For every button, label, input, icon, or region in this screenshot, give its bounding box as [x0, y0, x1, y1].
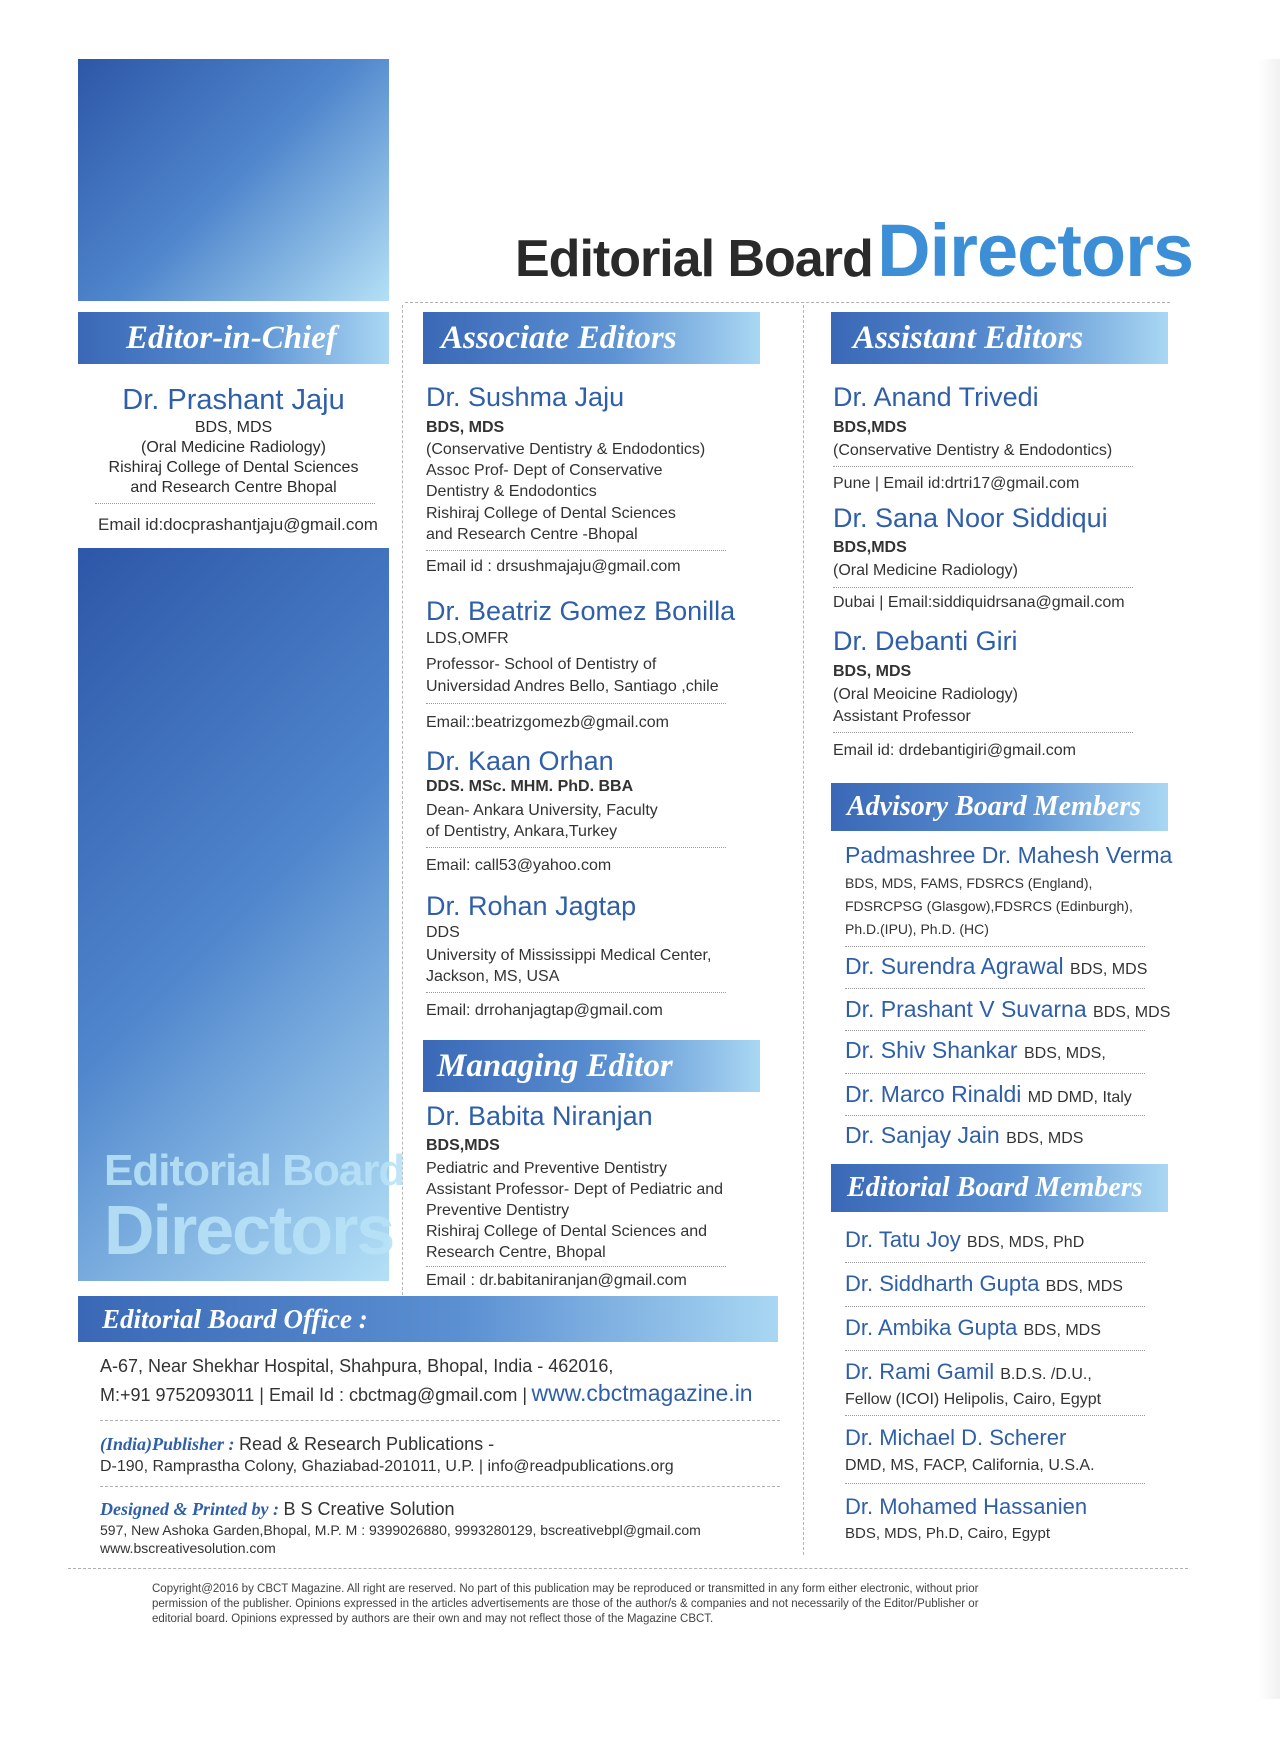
assistant-name-3: Dr. Debanti Giri	[833, 626, 1018, 656]
header-decor-block	[78, 59, 389, 301]
advisory-member-1-degree: BDS, MDS	[1070, 961, 1148, 978]
title-part1: Editorial Board	[515, 230, 873, 288]
divider	[845, 1030, 1145, 1031]
associate-line-1-2: Assoc Prof- Dept of Conservative	[426, 462, 663, 479]
divider	[845, 1306, 1145, 1307]
divider	[845, 1350, 1145, 1351]
divider	[845, 1415, 1145, 1416]
assistant-email-1: Pune | Email id:drtri17@gmail.com	[833, 475, 1080, 492]
designer-website[interactable]: www.bscreativesolution.com	[100, 1540, 276, 1556]
managing-line-5: Research Centre, Bhopal	[426, 1244, 606, 1261]
assistant-editors-heading: Assistant Editors	[831, 312, 1168, 364]
assistant-line-3-2: Assistant Professor	[833, 708, 971, 725]
divider	[833, 732, 1133, 733]
managing-editor-heading: Managing Editor	[423, 1040, 760, 1092]
editor-in-chief-email: Email id:docprashantjaju@gmail.com	[98, 515, 378, 534]
board-member-2	[845, 1271, 1123, 1297]
advisory-member-4-degree: MD DMD, Italy	[1027, 1089, 1132, 1106]
board-member-6	[845, 1494, 1087, 1520]
managing-line-4: Rishiraj College of Dental Sciences and	[426, 1223, 708, 1240]
divider	[845, 1262, 1145, 1263]
associate-email-1: Email id : drsushmajaju@gmail.com	[426, 558, 681, 575]
designer-address: 597, New Ashoka Garden,Bhopal, M.P. M : 9399026880, 9993280129, bscreativebpl@gmail.com	[100, 1522, 701, 1538]
associate-name-1: Dr. Sushma Jaju	[426, 382, 625, 412]
advisory-lead-line-2: FDSRCPSG (Glasgow),FDSRCS (Edinburgh),	[845, 898, 1133, 914]
board-member-4-line2: Fellow (ICOI) Helipolis, Cairo, Egypt	[845, 1391, 1102, 1408]
associate-line-1-1: (Conservative Dentistry & Endodontics)	[426, 441, 706, 458]
publisher-label: (India)Publisher :	[100, 1434, 235, 1454]
designer-line	[100, 1499, 455, 1520]
divider	[426, 992, 726, 993]
associate-degree-1: BDS, MDS	[426, 419, 505, 436]
advisory-member-2	[845, 996, 1170, 1023]
board-member-2-degree: BDS, MDS	[1045, 1278, 1123, 1295]
publisher-line	[100, 1434, 494, 1455]
managing-line-3: Preventive Dentistry	[426, 1202, 570, 1219]
divider	[426, 703, 726, 704]
divider	[845, 1115, 1145, 1116]
associate-degree-3: DDS. MSc. MHM. PhD. BBA	[426, 778, 634, 795]
advisory-board-heading: Advisory Board Members	[831, 783, 1168, 831]
editor-in-chief-inst2: and Research Centre Bhopal	[130, 479, 337, 496]
divider	[100, 1420, 780, 1421]
board-member-4	[845, 1359, 1092, 1385]
associate-line-2-2: Universidad Andres Bello, Santiago ,chile	[426, 678, 719, 695]
board-member-5-line2: DMD, MS, FACP, California, U.S.A.	[845, 1457, 1095, 1474]
publisher-address: D-190, Ramprastha Colony, Ghaziabad-201011, U.P. | info@readpublications.org	[100, 1458, 674, 1475]
assistant-line-2-1: (Oral Medicine Radiology)	[833, 562, 1018, 579]
office-contact-line	[100, 1380, 753, 1407]
side-panel-text-1: Editorial Board	[104, 1146, 405, 1195]
associate-line-1-4: Rishiraj College of Dental Sciences	[426, 505, 676, 522]
associate-line-4-2: Jackson, MS, USA	[426, 968, 560, 985]
copyright-line-2: permission of the publisher. Opinions expressed in the articles advertisements are those of the author/s & companies and not necessarily of the Editor/Publisher or	[152, 1598, 979, 1610]
advisory-member-2-name: Dr. Prashant V Suvarna	[845, 996, 1087, 1022]
managing-line-2: Assistant Professor- Dept of Pediatric and	[426, 1181, 724, 1198]
board-member-6-line2: BDS, MDS, Ph.D, Cairo, Egypt	[845, 1525, 1051, 1542]
board-member-5	[845, 1425, 1066, 1451]
divider	[100, 1486, 780, 1487]
associate-line-2-1: Professor- School of Dentistry of	[426, 656, 657, 673]
board-members-heading: Editorial Board Members	[831, 1164, 1168, 1212]
footer-rule	[68, 1568, 1188, 1569]
associate-name-4: Dr. Rohan Jagtap	[426, 891, 637, 921]
title-rule	[405, 302, 1170, 303]
associate-line-3-1: Dean- Ankara University, Faculty	[426, 802, 658, 819]
assistant-name-2: Dr. Sana Noor Siddiqui	[833, 503, 1108, 533]
advisory-lead-line-3: Ph.D.(IPU), Ph.D. (HC)	[845, 921, 989, 937]
advisory-member-5-degree: BDS, MDS	[1006, 1130, 1084, 1147]
board-member-1	[845, 1227, 1084, 1253]
divider	[845, 1073, 1145, 1074]
advisory-member-1-name: Dr. Surendra Agrawal	[845, 953, 1064, 979]
board-member-2-name: Dr. Siddharth Gupta	[845, 1271, 1040, 1296]
designer-name: B S Creative Solution	[283, 1499, 455, 1519]
associate-email-4: Email: drrohanjagtap@gmail.com	[426, 1002, 663, 1019]
divider	[845, 946, 1145, 947]
managing-editor-email: Email : dr.babitaniranjan@gmail.com	[426, 1272, 687, 1289]
editor-in-chief-name: Dr. Prashant Jaju	[122, 384, 345, 416]
board-member-1-degree: BDS, MDS, PhD	[966, 1234, 1085, 1251]
divider	[833, 587, 1133, 588]
associate-line-3-2: of Dentistry, Ankara,Turkey	[426, 823, 618, 840]
editor-in-chief-degree: BDS, MDS	[194, 419, 273, 436]
editor-in-chief-heading: Editor-in-Chief	[78, 312, 389, 364]
office-heading: Editorial Board Office :	[78, 1296, 778, 1342]
advisory-member-5	[845, 1122, 1083, 1149]
publisher-name: Read & Research Publications -	[238, 1434, 495, 1454]
advisory-member-5-name: Dr. Sanjay Jain	[845, 1122, 1000, 1148]
divider	[426, 550, 726, 551]
copyright-block	[152, 1582, 1152, 1627]
associate-email-2: Email::beatrizgomezb@gmail.com	[426, 714, 669, 731]
assistant-degree-2: BDS,MDS	[833, 539, 907, 556]
designer-label: Designed & Printed by :	[100, 1499, 279, 1519]
page-edge	[1258, 59, 1280, 1699]
assistant-degree-1: BDS,MDS	[833, 419, 907, 436]
title-part2: Directors	[877, 209, 1194, 292]
divider	[426, 847, 726, 848]
associate-email-3: Email: call53@yahoo.com	[426, 857, 612, 874]
board-member-3-name: Dr. Ambika Gupta	[845, 1315, 1018, 1340]
office-contact: M:+91 9752093011 | Email Id : cbctmag@gmail.com |	[100, 1385, 527, 1405]
divider	[845, 988, 1145, 989]
board-member-4-degree: B.D.S. /D.U.,	[1000, 1366, 1092, 1383]
copyright-line-3: editorial board. Opinions expressed by authors are their own and may not reflect those of the Magazine CBCT.	[152, 1613, 714, 1625]
advisory-lead-line-1: BDS, MDS, FAMS, FDSRCS (England),	[845, 875, 1093, 891]
associate-line-1-5: and Research Centre -Bhopal	[426, 526, 638, 543]
assistant-email-2: Dubai | Email:siddiquidrsana@gmail.com	[833, 594, 1125, 611]
page-title	[515, 208, 1193, 293]
managing-editor-degree: BDS,MDS	[426, 1137, 500, 1154]
column-separator-2	[803, 305, 804, 1555]
associate-name-2: Dr. Beatriz Gomez Bonilla	[426, 596, 736, 626]
editor-in-chief-specialty: (Oral Medicine Radiology)	[141, 439, 326, 456]
board-member-6-name: Dr. Mohamed Hassanien	[845, 1494, 1088, 1519]
advisory-lead-name: Padmashree Dr. Mahesh Verma	[845, 842, 1173, 868]
editor-in-chief-block	[78, 382, 389, 498]
assistant-name-1: Dr. Anand Trivedi	[833, 382, 1039, 412]
side-panel-text-2: Directors	[104, 1191, 394, 1269]
advisory-member-3	[845, 1037, 1106, 1064]
associate-degree-2: LDS,OMFR	[426, 630, 509, 647]
divider	[426, 1266, 726, 1267]
divider	[845, 1483, 1145, 1484]
editor-in-chief-inst1: Rishiraj College of Dental Sciences	[108, 459, 359, 476]
associate-line-1-3: Dentistry & Endodontics	[426, 483, 597, 500]
board-member-1-name: Dr. Tatu Joy	[845, 1227, 961, 1252]
office-address: A-67, Near Shekhar Hospital, Shahpura, Bhopal, India - 462016,	[100, 1356, 614, 1376]
advisory-member-1	[845, 953, 1147, 980]
managing-editor-name: Dr. Babita Niranjan	[426, 1101, 653, 1131]
advisory-member-3-name: Dr. Shiv Shankar	[845, 1037, 1018, 1063]
managing-line-1: Pediatric and Preventive Dentistry	[426, 1160, 667, 1177]
advisory-member-4-name: Dr. Marco Rinaldi	[845, 1081, 1022, 1107]
copyright-line-1: Copyright@2016 by CBCT Magazine. All right are reserved. No part of this publication may be reproduced or transmitted in any form either electronic, without prior	[152, 1583, 979, 1595]
associate-line-4-1: University of Mississippi Medical Center,	[426, 947, 712, 964]
office-website[interactable]: www.cbctmagazine.in	[531, 1380, 753, 1406]
associate-degree-4: DDS	[426, 924, 460, 941]
assistant-degree-3: BDS, MDS	[833, 663, 912, 680]
board-member-5-name: Dr. Michael D. Scherer	[845, 1425, 1067, 1450]
advisory-member-4	[845, 1081, 1132, 1108]
assistant-line-3-1: (Oral Meoicine Radiology)	[833, 686, 1018, 703]
divider	[833, 466, 1133, 467]
associate-editors-heading: Associate Editors	[423, 312, 760, 364]
board-member-3	[845, 1315, 1101, 1341]
assistant-email-3: Email id: drdebantigiri@gmail.com	[833, 742, 1076, 759]
board-member-4-name: Dr. Rami Gamil	[845, 1359, 995, 1384]
advisory-member-2-degree: BDS, MDS	[1093, 1004, 1171, 1021]
assistant-line-1-1: (Conservative Dentistry & Endodontics)	[833, 442, 1113, 459]
associate-name-3: Dr. Kaan Orhan	[426, 746, 614, 776]
divider	[95, 503, 375, 504]
advisory-member-3-degree: BDS, MDS,	[1023, 1045, 1106, 1062]
board-member-3-degree: BDS, MDS	[1023, 1322, 1101, 1339]
